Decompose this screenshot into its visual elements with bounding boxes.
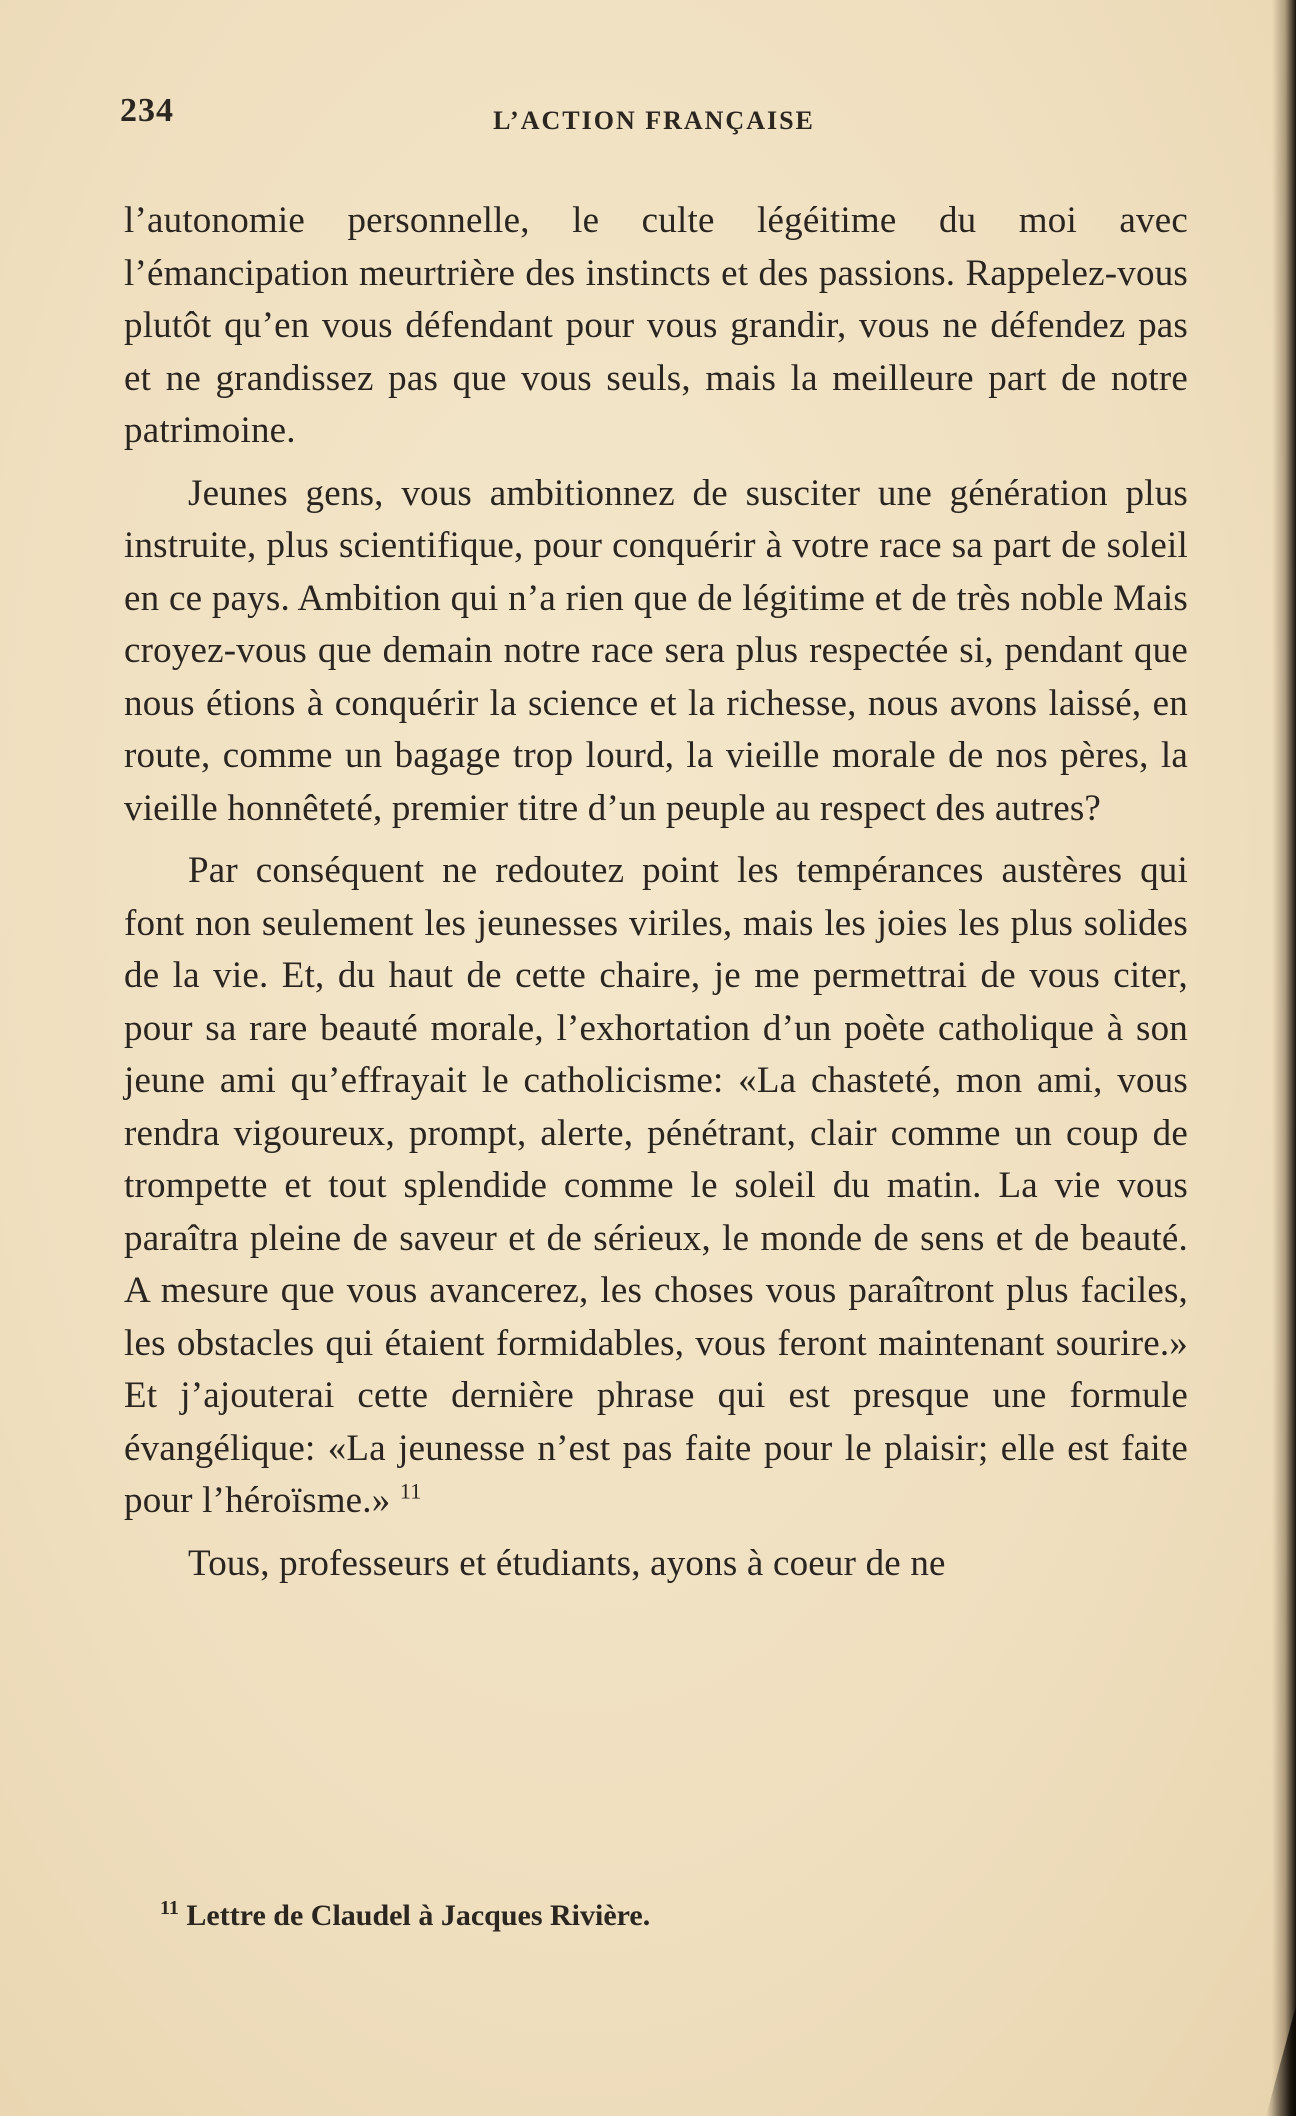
- page-edge-shadow: [1272, 0, 1296, 2116]
- body-text: [124, 195, 1188, 1600]
- page-header: [120, 92, 1188, 152]
- paragraph-2: Jeunes gens, vous ambitionnez de susciter une génération plus instruite, plus scientifique, pour conquérir à votre race sa part de soleil en ce pays. Ambition qui n’a rien que de légitime et de très noble Mais croyez-vous que demain notre race sera plus respectée si, pendant que nous étions à conquérir la science et la richesse, nous avons laissé, en route, comme un bagage trop lourd, la vieille morale de nos pères, la vieille honnêteté, premier titre d’un peuple au respect des autres?: [124, 472, 1188, 829]
- paragraph-1: l’autonomie personnelle, le culte légéitime du moi avec l’émancipation meurtrière des instincts et des passions. Rappelez-vous plutôt qu’en vous défendant pour vous grandir, vous ne défendez pas et ne grandissez pas que vous seuls, mais la meilleure part de notre patrimoine.: [124, 200, 1188, 451]
- paragraph-4: Tous, professeurs et étudiants, ayons à coeur de ne: [188, 1542, 946, 1584]
- footnote-text: Lettre de Claudel à Jacques Rivière.: [186, 1899, 651, 1932]
- footnote-number: 11: [160, 1897, 179, 1919]
- paragraph-3-text: Par conséquent ne redoutez point les tempérances austères qui font non seulement les jeunesses viriles, mais les joies les plus solides de la vie. Et, du haut de cette chaire, je me permettrai de vous citer, pour sa rare beauté morale, l’exhortation d’un poète catholique à son jeune ami qu’effrayait le catholicisme: «La chasteté, mon ami, vous rendra vigoureux, prompt, alerte, pénétrant, clair comme un coup de trompette et tout splendide comme le soleil du matin. La vie vous paraîtra pleine de saveur et de sérieux, le monde de sens et de beauté. A mesure que vous avancerez, les choses vous paraîtront plus faciles, les obstacles qui étaient formidables, vous feront maintenant sourire.» Et j’ajouterai cette dernière phrase qui est presque une formule évangélique: «La jeunesse n’est pas faite pour le plaisir; elle est faite pour l’héroïsme.»: [124, 850, 1188, 1521]
- footnote: [160, 1896, 1160, 1936]
- running-head: L’ACTION FRANÇAISE: [493, 106, 815, 135]
- paragraph-3: [124, 845, 1188, 1528]
- footnote-reference[interactable]: 11: [399, 1478, 422, 1504]
- page-number: 234: [120, 92, 174, 129]
